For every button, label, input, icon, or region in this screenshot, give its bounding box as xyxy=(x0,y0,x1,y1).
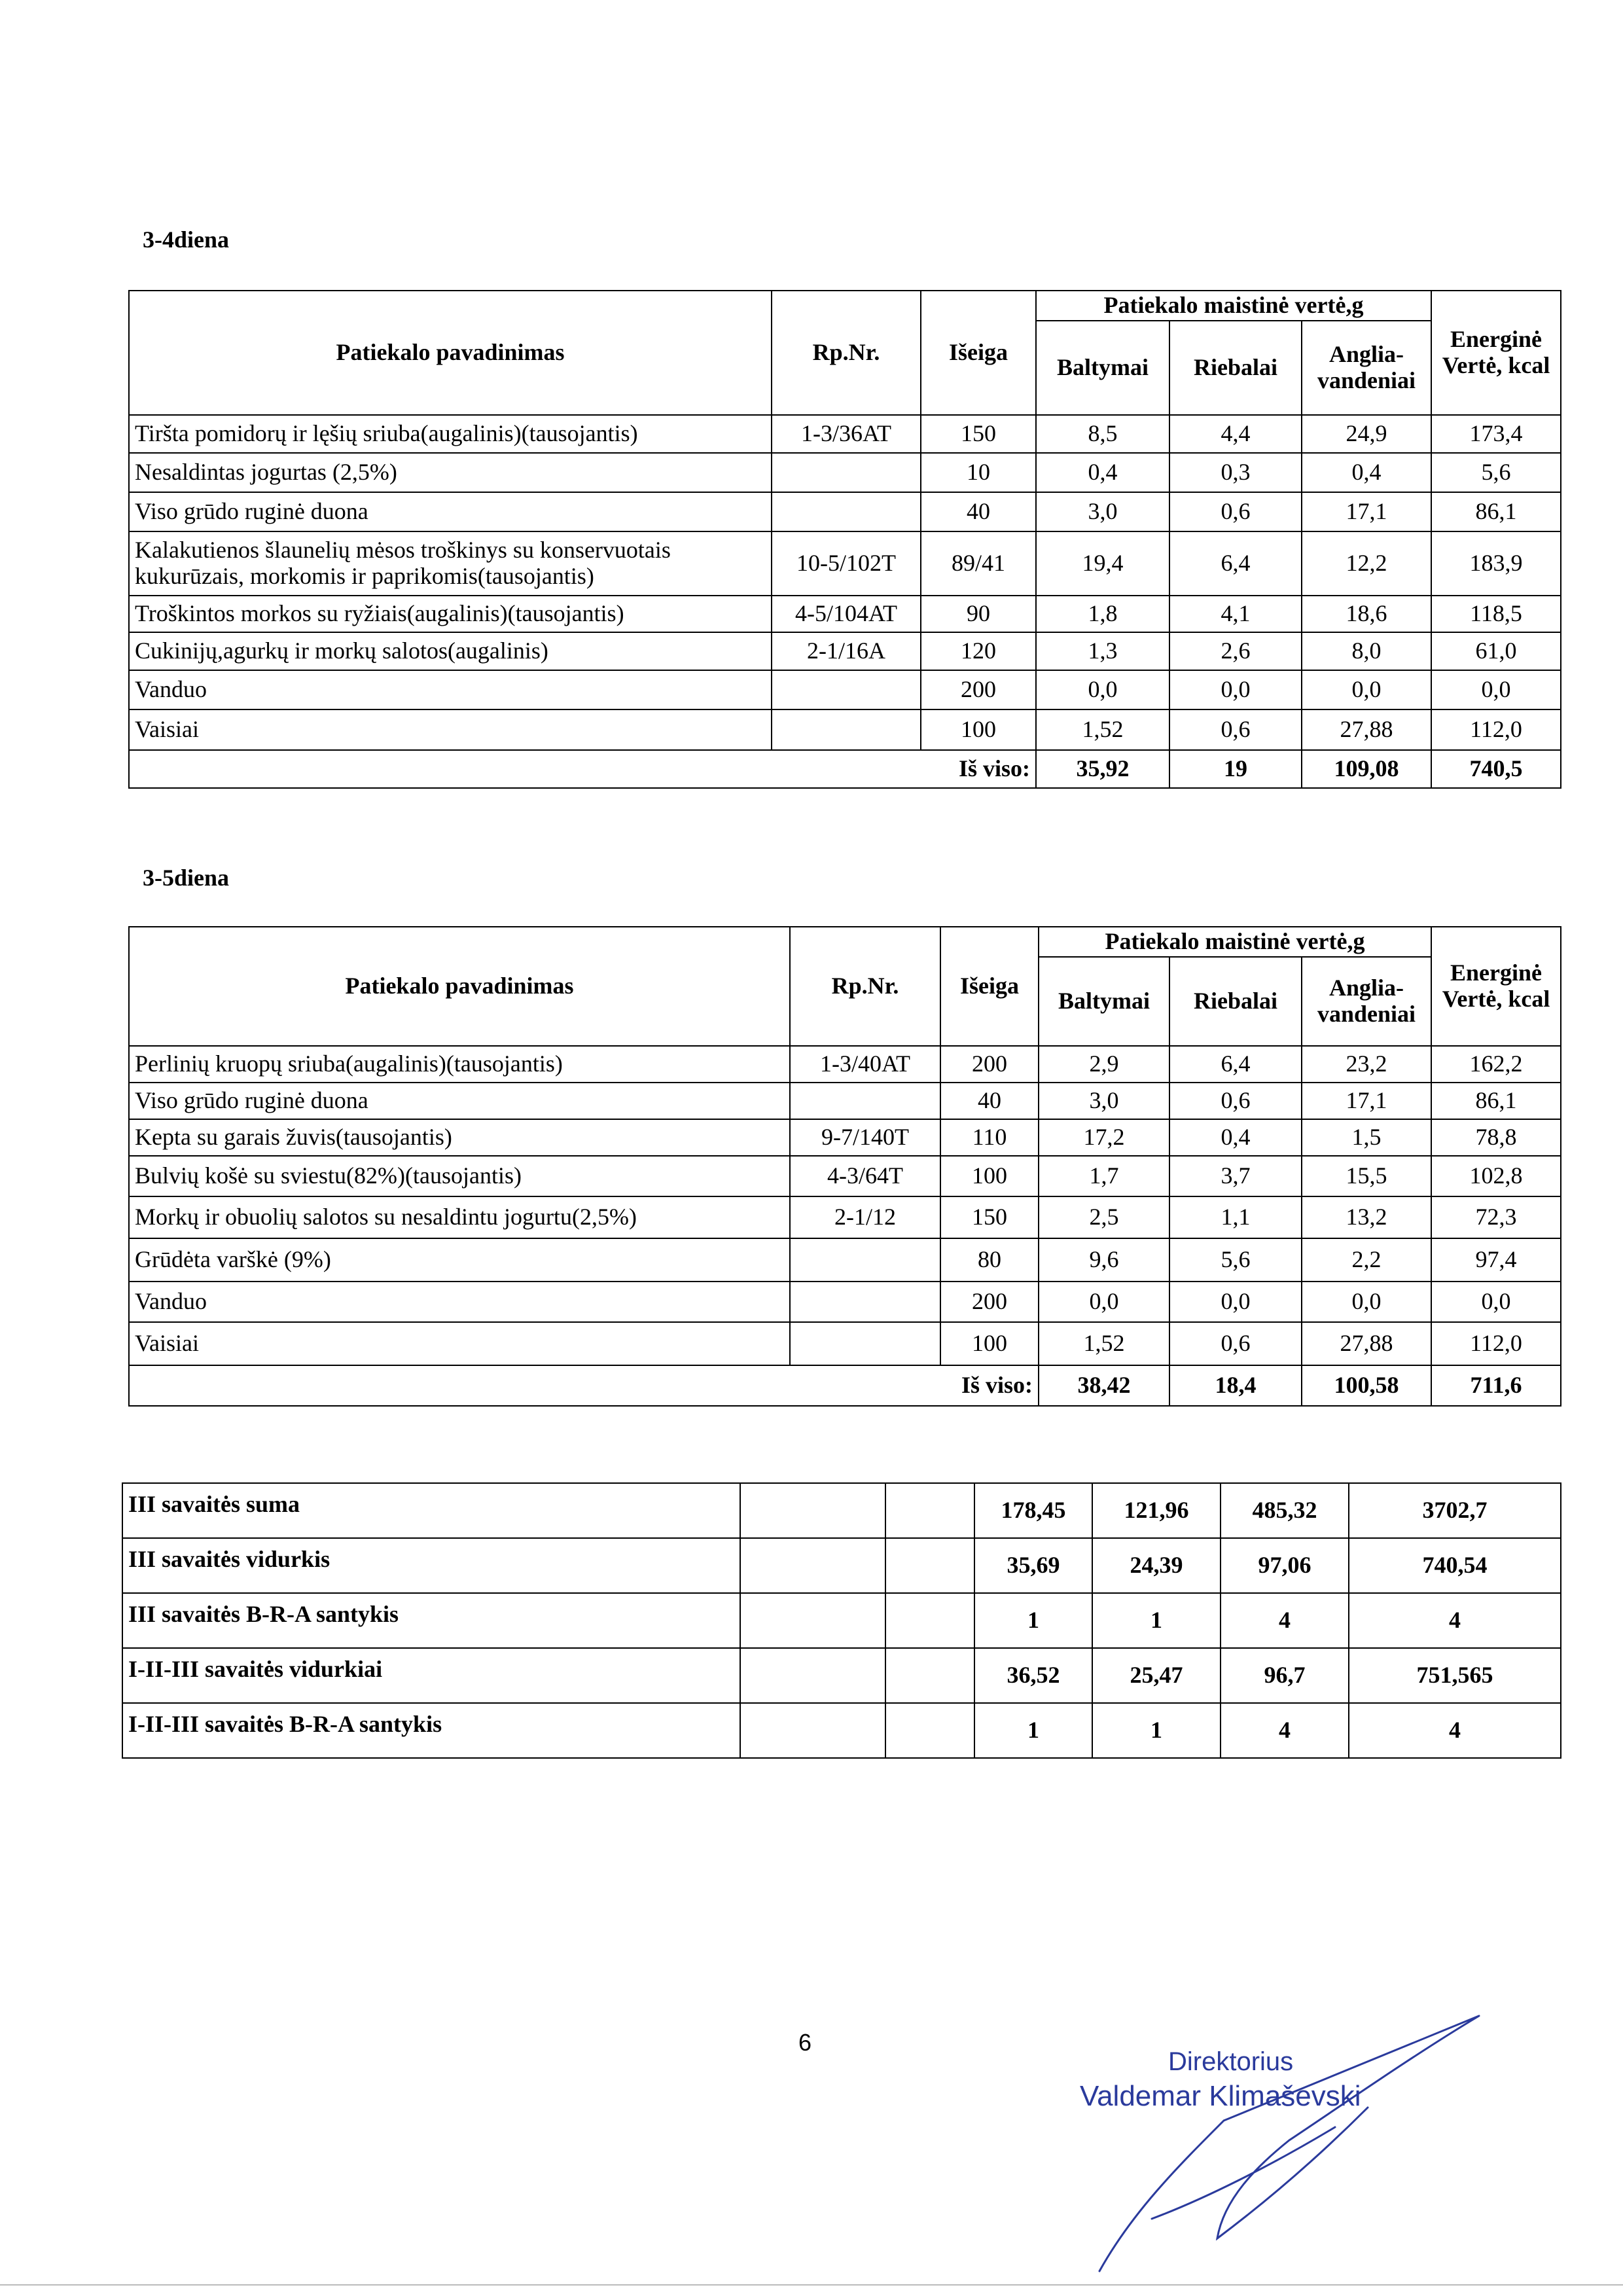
summary-protein: 1 xyxy=(974,1703,1092,1758)
summary-energy: 4 xyxy=(1349,1593,1561,1648)
fat-value: 4,1 xyxy=(1169,596,1302,632)
yield-value: 200 xyxy=(940,1282,1039,1322)
header-energy: Energinė Vertė, kcal xyxy=(1431,927,1561,1046)
summary-row xyxy=(122,1703,1561,1758)
recipe-number: 10-5/102T xyxy=(772,531,921,596)
summary-carbs: 4 xyxy=(1221,1703,1349,1758)
empty-cell xyxy=(885,1483,974,1538)
energy-value: 162,2 xyxy=(1431,1046,1561,1083)
recipe-number: 4-3/64T xyxy=(790,1156,940,1196)
fat-value: 3,7 xyxy=(1169,1156,1302,1196)
carbs-value: 23,2 xyxy=(1302,1046,1431,1083)
dish-name: Vanduo xyxy=(129,1282,790,1322)
signature-scribble xyxy=(1073,2003,1492,2278)
dish-name: Cukinijų,agurkų ir morkų salotos(augalinis) xyxy=(129,632,772,670)
energy-value: 0,0 xyxy=(1431,1282,1561,1322)
summary-carbs: 97,06 xyxy=(1221,1538,1349,1593)
protein-value: 0,4 xyxy=(1036,453,1169,492)
dish-name: Nesaldintas jogurtas (2,5%) xyxy=(129,453,772,492)
summary-row xyxy=(122,1648,1561,1703)
empty-cell xyxy=(885,1593,974,1648)
protein-value: 9,6 xyxy=(1039,1238,1169,1282)
carbs-value: 2,2 xyxy=(1302,1238,1431,1282)
energy-value: 86,1 xyxy=(1431,1083,1561,1119)
yield-value: 40 xyxy=(921,492,1036,531)
empty-cell xyxy=(740,1593,885,1648)
header-recipe-number: Rp.Nr. xyxy=(790,927,940,1046)
carbs-value: 17,1 xyxy=(1302,1083,1431,1119)
protein-value: 0,0 xyxy=(1039,1282,1169,1322)
dish-name: Troškintos morkos su ryžiais(augalinis)(tausojantis) xyxy=(129,596,772,632)
carbs-value: 24,9 xyxy=(1302,415,1431,453)
header-dish-name: Patiekalo pavadinimas xyxy=(129,927,790,1046)
fat-value: 6,4 xyxy=(1169,1046,1302,1083)
summary-energy: 4 xyxy=(1349,1703,1561,1758)
protein-value: 2,9 xyxy=(1039,1046,1169,1083)
table-row xyxy=(129,632,1561,670)
week-summary-table xyxy=(122,1482,1561,1759)
fat-value: 0,4 xyxy=(1169,1119,1302,1156)
fat-value: 4,4 xyxy=(1169,415,1302,453)
recipe-number: 1-3/36AT xyxy=(772,415,921,453)
dish-name: Bulvių košė su sviestu(82%)(tausojantis) xyxy=(129,1156,790,1196)
summary-carbs: 4 xyxy=(1221,1593,1349,1648)
yield-value: 40 xyxy=(940,1083,1039,1119)
protein-value: 3,0 xyxy=(1039,1083,1169,1119)
energy-value: 78,8 xyxy=(1431,1119,1561,1156)
fat-value: 0,0 xyxy=(1169,670,1302,709)
header-energy: Energinė Vertė, kcal xyxy=(1431,291,1561,415)
fat-value: 0,6 xyxy=(1169,1322,1302,1365)
total-fat: 19 xyxy=(1169,750,1302,788)
summary-fat: 25,47 xyxy=(1092,1648,1221,1703)
dish-name: Perlinių kruopų sriuba(augalinis)(tausojantis) xyxy=(129,1046,790,1083)
header-fat: Riebalai xyxy=(1169,957,1302,1046)
fat-value: 0,3 xyxy=(1169,453,1302,492)
empty-cell xyxy=(740,1483,885,1538)
day1-title: 3-4diena xyxy=(143,226,230,253)
empty-cell xyxy=(740,1648,885,1703)
table-row xyxy=(129,531,1561,596)
protein-value: 1,52 xyxy=(1036,709,1169,750)
energy-value: 112,0 xyxy=(1431,709,1561,750)
table-row xyxy=(129,1046,1561,1083)
dish-name: Vanduo xyxy=(129,670,772,709)
protein-value: 8,5 xyxy=(1036,415,1169,453)
day1-table xyxy=(128,290,1561,789)
summary-carbs: 96,7 xyxy=(1221,1648,1349,1703)
yield-value: 150 xyxy=(940,1196,1039,1238)
summary-row xyxy=(122,1483,1561,1538)
fat-value: 0,0 xyxy=(1169,1282,1302,1322)
table-row xyxy=(129,709,1561,750)
table-row xyxy=(129,1119,1561,1156)
dish-name: Grūdėta varškė (9%) xyxy=(129,1238,790,1282)
table-row xyxy=(129,1196,1561,1238)
recipe-number xyxy=(790,1282,940,1322)
recipe-number xyxy=(772,709,921,750)
yield-value: 90 xyxy=(921,596,1036,632)
fat-value: 6,4 xyxy=(1169,531,1302,596)
summary-energy: 3702,7 xyxy=(1349,1483,1561,1538)
summary-row xyxy=(122,1593,1561,1648)
yield-value: 120 xyxy=(921,632,1036,670)
recipe-number xyxy=(790,1238,940,1282)
table-row xyxy=(129,415,1561,453)
table-row xyxy=(129,1238,1561,1282)
scan-edge-line xyxy=(0,2284,1623,2286)
recipe-number xyxy=(772,492,921,531)
carbs-value: 0,4 xyxy=(1302,453,1431,492)
fat-value: 0,6 xyxy=(1169,492,1302,531)
empty-cell xyxy=(885,1538,974,1593)
day2-title: 3-5diena xyxy=(143,865,230,891)
carbs-value: 18,6 xyxy=(1302,596,1431,632)
header-nutrition-group: Patiekalo maistinė vertė,g xyxy=(1036,291,1431,321)
summary-protein: 1 xyxy=(974,1593,1092,1648)
summary-fat: 1 xyxy=(1092,1703,1221,1758)
fat-value: 0,6 xyxy=(1169,1083,1302,1119)
header-fat: Riebalai xyxy=(1169,321,1302,415)
summary-protein: 178,45 xyxy=(974,1483,1092,1538)
summary-row xyxy=(122,1538,1561,1593)
summary-fat: 121,96 xyxy=(1092,1483,1221,1538)
total-carbs: 109,08 xyxy=(1302,750,1431,788)
header-yield: Išeiga xyxy=(921,291,1036,415)
carbs-value: 27,88 xyxy=(1302,1322,1431,1365)
yield-value: 100 xyxy=(921,709,1036,750)
total-carbs: 100,58 xyxy=(1302,1365,1431,1406)
summary-label: I-II-III savaitės vidurkiai xyxy=(122,1648,740,1703)
fat-value: 1,1 xyxy=(1169,1196,1302,1238)
table-row xyxy=(129,1282,1561,1322)
recipe-number: 1-3/40AT xyxy=(790,1046,940,1083)
carbs-value: 15,5 xyxy=(1302,1156,1431,1196)
protein-value: 17,2 xyxy=(1039,1119,1169,1156)
summary-label: I-II-III savaitės B-R-A santykis xyxy=(122,1703,740,1758)
recipe-number xyxy=(790,1322,940,1365)
carbs-value: 27,88 xyxy=(1302,709,1431,750)
total-row xyxy=(129,750,1561,788)
energy-value: 61,0 xyxy=(1431,632,1561,670)
dish-name: Viso grūdo ruginė duona xyxy=(129,492,772,531)
table-row xyxy=(129,492,1561,531)
dish-name: Vaisiai xyxy=(129,709,772,750)
header-protein: Baltymai xyxy=(1039,957,1169,1046)
recipe-number: 2-1/16A xyxy=(772,632,921,670)
energy-value: 102,8 xyxy=(1431,1156,1561,1196)
energy-value: 173,4 xyxy=(1431,415,1561,453)
empty-cell xyxy=(740,1538,885,1593)
recipe-number xyxy=(790,1083,940,1119)
recipe-number: 4-5/104AT xyxy=(772,596,921,632)
energy-value: 0,0 xyxy=(1431,670,1561,709)
recipe-number xyxy=(772,453,921,492)
summary-energy: 740,54 xyxy=(1349,1538,1561,1593)
carbs-value: 12,2 xyxy=(1302,531,1431,596)
empty-cell xyxy=(740,1703,885,1758)
summary-label: III savaitės vidurkis xyxy=(122,1538,740,1593)
summary-label: III savaitės suma xyxy=(122,1483,740,1538)
header-nutrition-group: Patiekalo maistinė vertė,g xyxy=(1039,927,1431,957)
signature-title: Direktorius xyxy=(1168,2047,1294,2076)
carbs-value: 0,0 xyxy=(1302,1282,1431,1322)
energy-value: 72,3 xyxy=(1431,1196,1561,1238)
total-energy: 711,6 xyxy=(1431,1365,1561,1406)
page-number: 6 xyxy=(798,2029,812,2056)
protein-value: 2,5 xyxy=(1039,1196,1169,1238)
yield-value: 80 xyxy=(940,1238,1039,1282)
fat-value: 2,6 xyxy=(1169,632,1302,670)
summary-fat: 1 xyxy=(1092,1593,1221,1648)
energy-value: 112,0 xyxy=(1431,1322,1561,1365)
protein-value: 1,52 xyxy=(1039,1322,1169,1365)
carbs-value: 13,2 xyxy=(1302,1196,1431,1238)
table-row xyxy=(129,1156,1561,1196)
total-protein: 35,92 xyxy=(1036,750,1169,788)
header-protein: Baltymai xyxy=(1036,321,1169,415)
total-label: Iš viso: xyxy=(129,750,1036,788)
dish-name: Vaisiai xyxy=(129,1322,790,1365)
protein-value: 0,0 xyxy=(1036,670,1169,709)
summary-carbs: 485,32 xyxy=(1221,1483,1349,1538)
carbs-value: 17,1 xyxy=(1302,492,1431,531)
recipe-number: 9-7/140T xyxy=(790,1119,940,1156)
table-row xyxy=(129,453,1561,492)
energy-value: 118,5 xyxy=(1431,596,1561,632)
dish-name: Morkų ir obuolių salotos su nesaldintu jogurtu(2,5%) xyxy=(129,1196,790,1238)
yield-value: 10 xyxy=(921,453,1036,492)
protein-value: 1,7 xyxy=(1039,1156,1169,1196)
table-row xyxy=(129,1322,1561,1365)
protein-value: 3,0 xyxy=(1036,492,1169,531)
carbs-value: 1,5 xyxy=(1302,1119,1431,1156)
table-row xyxy=(129,670,1561,709)
header-yield: Išeiga xyxy=(940,927,1039,1046)
total-energy: 740,5 xyxy=(1431,750,1561,788)
header-recipe-number: Rp.Nr. xyxy=(772,291,921,415)
total-fat: 18,4 xyxy=(1169,1365,1302,1406)
summary-fat: 24,39 xyxy=(1092,1538,1221,1593)
dish-name: Kepta su garais žuvis(tausojantis) xyxy=(129,1119,790,1156)
summary-label: III savaitės B-R-A santykis xyxy=(122,1593,740,1648)
dish-name: Kalakutienos šlaunelių mėsos troškinys su konservuotais kukurūzais, morkomis ir paprikomis(tausojantis) xyxy=(129,531,772,596)
total-protein: 38,42 xyxy=(1039,1365,1169,1406)
yield-value: 100 xyxy=(940,1322,1039,1365)
dish-name: Viso grūdo ruginė duona xyxy=(129,1083,790,1119)
protein-value: 1,3 xyxy=(1036,632,1169,670)
energy-value: 86,1 xyxy=(1431,492,1561,531)
protein-value: 1,8 xyxy=(1036,596,1169,632)
total-label: Iš viso: xyxy=(129,1365,1039,1406)
yield-value: 100 xyxy=(940,1156,1039,1196)
day2-table xyxy=(128,926,1561,1407)
yield-value: 89/41 xyxy=(921,531,1036,596)
recipe-number: 2-1/12 xyxy=(790,1196,940,1238)
signature-name: Valdemar Klimaševski xyxy=(1080,2080,1361,2112)
header-carbs: Anglia-vandeniai xyxy=(1302,321,1431,415)
fat-value: 0,6 xyxy=(1169,709,1302,750)
energy-value: 183,9 xyxy=(1431,531,1561,596)
header-dish-name: Patiekalo pavadinimas xyxy=(129,291,772,415)
fat-value: 5,6 xyxy=(1169,1238,1302,1282)
empty-cell xyxy=(885,1648,974,1703)
carbs-value: 8,0 xyxy=(1302,632,1431,670)
table-row xyxy=(129,596,1561,632)
summary-energy: 751,565 xyxy=(1349,1648,1561,1703)
energy-value: 97,4 xyxy=(1431,1238,1561,1282)
yield-value: 200 xyxy=(940,1046,1039,1083)
empty-cell xyxy=(885,1703,974,1758)
dish-name: Tiršta pomidorų ir lęšių sriuba(augalinis)(tausojantis) xyxy=(129,415,772,453)
summary-protein: 35,69 xyxy=(974,1538,1092,1593)
recipe-number xyxy=(772,670,921,709)
carbs-value: 0,0 xyxy=(1302,670,1431,709)
header-carbs: Anglia-vandeniai xyxy=(1302,957,1431,1046)
yield-value: 150 xyxy=(921,415,1036,453)
yield-value: 200 xyxy=(921,670,1036,709)
table-row xyxy=(129,1083,1561,1119)
protein-value: 19,4 xyxy=(1036,531,1169,596)
summary-protein: 36,52 xyxy=(974,1648,1092,1703)
yield-value: 110 xyxy=(940,1119,1039,1156)
energy-value: 5,6 xyxy=(1431,453,1561,492)
total-row xyxy=(129,1365,1561,1406)
